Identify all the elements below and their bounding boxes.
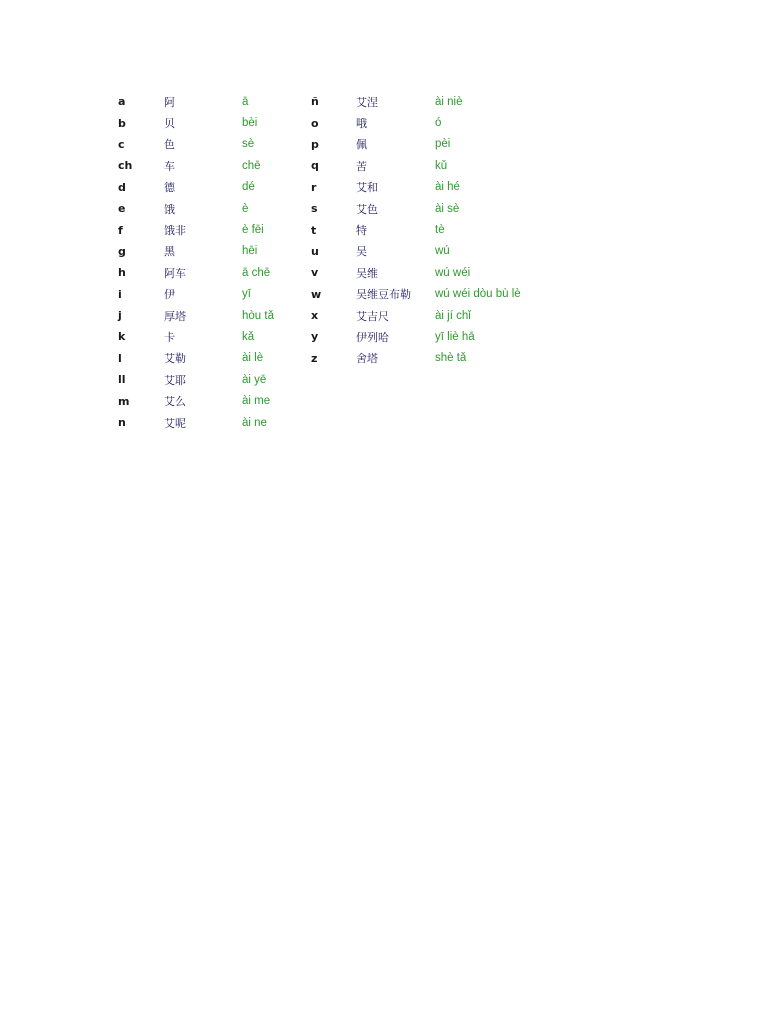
hanzi-cell: 卡 [164,330,175,344]
table-row [311,155,521,176]
alphabet-table-left [118,91,274,433]
table-row [311,219,521,240]
pinyin-cell: pèi [435,138,451,151]
letter-cell: f [118,223,123,237]
table-row [118,198,274,219]
hanzi-cell: 厚塔 [164,309,186,323]
letter-cell: ch [118,159,133,173]
pinyin-cell: ài yē [242,373,267,386]
table-row [118,134,274,155]
hanzi-cell: 特 [356,224,367,238]
pinyin-cell: ā chē [242,266,271,279]
hanzi-cell: 饿 [164,202,175,216]
table-row [311,305,521,326]
table-row [311,326,521,347]
hanzi-cell: 艾呢 [164,416,186,430]
hanzi-cell: 艾和 [356,181,378,195]
table-row [118,305,274,326]
hanzi-cell: 德 [164,181,175,195]
hanzi-cell: 黑 [164,245,175,259]
hanzi-cell: 哦 [356,117,367,131]
hanzi-cell: 色 [164,138,175,152]
pinyin-cell: ài niè [435,95,463,108]
pinyin-cell: ó [435,117,442,130]
letter-cell: j [118,309,122,323]
letter-cell: m [118,394,130,408]
table-row [311,348,521,369]
hanzi-cell: 吴维 [356,266,378,280]
table-row [118,177,274,198]
hanzi-cell: 饿非 [164,224,186,238]
hanzi-cell: 艾吉尺 [356,309,389,323]
pinyin-cell: hēi [242,245,258,258]
letter-cell: x [311,309,319,323]
letter-cell: p [311,137,319,151]
letter-cell: h [118,266,126,280]
table-row [118,262,274,283]
pinyin-cell: chē [242,159,261,172]
hanzi-cell: 艾涅 [356,95,378,109]
table-row [118,369,274,390]
table-row [118,112,274,133]
hanzi-cell: 阿 [164,95,175,109]
table-row [311,198,521,219]
table-row [118,326,274,347]
hanzi-cell: 舍塔 [356,352,378,366]
letter-cell: t [311,223,317,237]
pinyin-cell: ài me [242,395,271,408]
table-row [118,284,274,305]
table-row [118,219,274,240]
hanzi-cell: 艾么 [164,395,186,409]
letter-cell: c [118,137,125,151]
table-row [311,241,521,262]
table-row [118,91,274,112]
letter-cell: i [118,287,122,301]
letter-cell: r [311,180,317,194]
pinyin-cell: shè tǎ [435,352,467,365]
pinyin-cell: è fēi [242,224,264,237]
letter-cell: u [311,244,319,258]
table-row [311,112,521,133]
pinyin-cell: wú wéi [435,266,471,279]
pinyin-cell: yī liè hā [435,330,475,343]
table-row [118,155,274,176]
hanzi-cell: 伊列哈 [356,330,389,344]
table-row [118,241,274,262]
letter-cell: l [118,351,122,365]
letter-cell: v [311,266,319,280]
pinyin-cell: sè [242,138,255,151]
pinyin-cell: yī [242,288,251,301]
pinyin-cell: bèi [242,117,258,130]
hanzi-cell: 苦 [356,159,367,173]
table-row [311,91,521,112]
pinyin-cell: kǎ [242,330,255,343]
letter-cell: w [311,287,322,301]
hanzi-cell: 艾耶 [164,373,186,387]
table-row [311,134,521,155]
letter-cell: s [311,202,318,216]
hanzi-cell: 贝 [164,117,175,131]
table-row [311,262,521,283]
letter-cell: e [118,202,126,216]
pinyin-cell: ài jí chǐ [435,309,471,322]
letter-cell: ñ [311,95,319,109]
letter-cell: g [118,244,126,258]
pinyin-cell: dé [242,181,255,194]
pinyin-cell: tè [435,224,445,237]
hanzi-cell: 伊 [164,288,175,302]
table-row [118,412,274,433]
letter-cell: y [311,330,319,344]
letter-cell: a [118,95,126,109]
letter-cell: d [118,180,126,194]
hanzi-cell: 艾色 [356,202,378,216]
hanzi-cell: 阿车 [164,266,186,280]
hanzi-cell: 吴维豆布勒 [356,288,411,302]
pinyin-cell: ài hé [435,181,460,194]
hanzi-cell: 艾勒 [164,352,186,366]
pinyin-cell: ài sè [435,202,460,215]
alphabet-table-right [311,91,521,369]
pinyin-cell: hòu tǎ [242,309,274,322]
hanzi-cell: 车 [164,159,175,173]
hanzi-cell: 吴 [356,245,367,259]
pinyin-cell: kǔ [435,159,448,172]
letter-cell: z [311,351,318,365]
letter-cell: k [118,330,126,344]
table-row [311,284,521,305]
pinyin-cell: ā [242,95,249,108]
letter-cell: ll [118,373,126,387]
letter-cell: o [311,116,319,130]
pinyin-cell: è [242,202,249,215]
letter-cell: n [118,416,126,430]
pinyin-cell: wú wéi dòu bù lè [435,288,521,301]
table-row [311,177,521,198]
letter-cell: b [118,116,126,130]
pinyin-cell: ài lè [242,352,264,365]
pinyin-cell: ài ne [242,416,267,429]
table-row [118,390,274,411]
table-row [118,348,274,369]
letter-cell: q [311,159,319,173]
hanzi-cell: 佩 [356,138,367,152]
pinyin-cell: wú [435,245,450,258]
